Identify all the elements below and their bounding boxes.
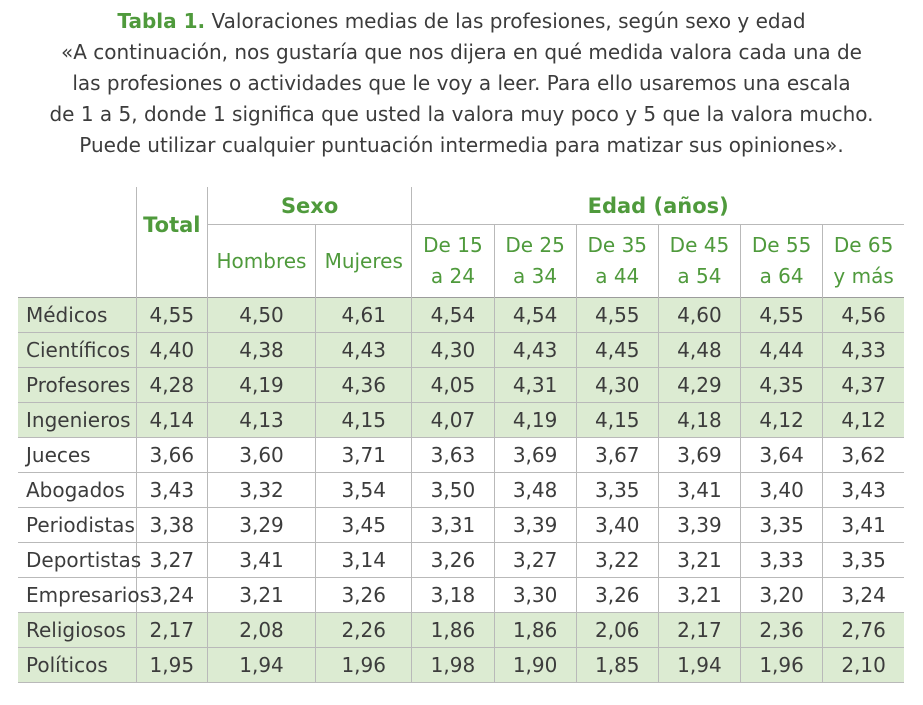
edad-header: Edad (años) bbox=[412, 187, 904, 225]
col-header-age bbox=[412, 225, 494, 298]
table-cell: 3,63 bbox=[412, 438, 494, 473]
table-cell: 2,10 bbox=[823, 648, 904, 683]
table-cell: 3,69 bbox=[658, 438, 740, 473]
table-cell: 4,30 bbox=[576, 368, 658, 403]
table-cell: 4,31 bbox=[494, 368, 576, 403]
caption-line: «A continuación, nos gustaría que nos dijera en qué medida valora cada una de bbox=[61, 40, 862, 64]
col-header-age-line1: De 15 bbox=[423, 233, 483, 257]
table-cell: 3,35 bbox=[823, 543, 904, 578]
row-label: Abogados bbox=[18, 473, 136, 508]
table-cell: 2,17 bbox=[658, 613, 740, 648]
col-header-age bbox=[741, 225, 823, 298]
table-row bbox=[18, 298, 904, 333]
table-cell: 1,98 bbox=[412, 648, 494, 683]
table-cell: 4,35 bbox=[741, 368, 823, 403]
table-cell: 4,36 bbox=[316, 368, 412, 403]
table-cell: 4,50 bbox=[207, 298, 315, 333]
col-header-age-line2: y más bbox=[833, 264, 894, 288]
table-cell: 3,21 bbox=[658, 578, 740, 613]
table-cell: 3,21 bbox=[207, 578, 315, 613]
row-label: Ingenieros bbox=[18, 403, 136, 438]
table-cell: 3,66 bbox=[136, 438, 207, 473]
table-cell: 4,07 bbox=[412, 403, 494, 438]
table-cell: 4,13 bbox=[207, 403, 315, 438]
table-cell: 3,48 bbox=[494, 473, 576, 508]
table-cell: 3,29 bbox=[207, 508, 315, 543]
row-label: Deportistas bbox=[18, 543, 136, 578]
table-row bbox=[18, 403, 904, 438]
table-cell: 3,40 bbox=[576, 508, 658, 543]
table-cell: 1,94 bbox=[207, 648, 315, 683]
table-cell: 4,38 bbox=[207, 333, 315, 368]
table-row bbox=[18, 438, 904, 473]
table-caption bbox=[0, 6, 923, 161]
col-header-age bbox=[823, 225, 904, 298]
table-cell: 2,08 bbox=[207, 613, 315, 648]
row-label: Científicos bbox=[18, 333, 136, 368]
table-cell: 4,19 bbox=[494, 403, 576, 438]
table-cell: 4,43 bbox=[316, 333, 412, 368]
col-header-age-line2: a 64 bbox=[759, 264, 804, 288]
table-cell: 3,27 bbox=[494, 543, 576, 578]
table-cell: 4,56 bbox=[823, 298, 904, 333]
row-label: Periodistas bbox=[18, 508, 136, 543]
table-cell: 4,55 bbox=[136, 298, 207, 333]
table-cell: 4,12 bbox=[823, 403, 904, 438]
table-cell: 3,22 bbox=[576, 543, 658, 578]
corner-cell bbox=[18, 187, 136, 225]
col-header-age bbox=[576, 225, 658, 298]
table-cell: 1,86 bbox=[494, 613, 576, 648]
table-cell: 2,76 bbox=[823, 613, 904, 648]
table-cell: 3,43 bbox=[823, 473, 904, 508]
table-cell: 3,41 bbox=[207, 543, 315, 578]
table-cell: 3,18 bbox=[412, 578, 494, 613]
table-cell: 1,96 bbox=[741, 648, 823, 683]
col-header-mujeres: Mujeres bbox=[316, 225, 412, 298]
table-cell: 4,19 bbox=[207, 368, 315, 403]
table-row bbox=[18, 578, 904, 613]
table-cell: 3,26 bbox=[576, 578, 658, 613]
table-cell: 3,27 bbox=[136, 543, 207, 578]
table-cell: 1,96 bbox=[316, 648, 412, 683]
table-cell: 3,32 bbox=[207, 473, 315, 508]
table-row bbox=[18, 333, 904, 368]
table-cell: 3,41 bbox=[823, 508, 904, 543]
table-cell: 3,24 bbox=[136, 578, 207, 613]
caption-title-line bbox=[0, 6, 923, 37]
table-cell: 3,26 bbox=[316, 578, 412, 613]
table-cell: 3,38 bbox=[136, 508, 207, 543]
col-header-age-line1: De 65 bbox=[833, 233, 894, 257]
table-cell: 1,95 bbox=[136, 648, 207, 683]
corner-cell bbox=[18, 225, 136, 298]
table-cell: 1,86 bbox=[412, 613, 494, 648]
table-cell: 4,55 bbox=[576, 298, 658, 333]
table-cell: 4,40 bbox=[136, 333, 207, 368]
table-cell: 4,05 bbox=[412, 368, 494, 403]
table-body bbox=[18, 298, 904, 683]
table-cell: 4,15 bbox=[316, 403, 412, 438]
table-row bbox=[18, 543, 904, 578]
table-cell: 3,24 bbox=[823, 578, 904, 613]
table-cell: 3,50 bbox=[412, 473, 494, 508]
col-header-age-line1: De 25 bbox=[505, 233, 565, 257]
table-cell: 4,45 bbox=[576, 333, 658, 368]
col-header-age-line2: a 24 bbox=[430, 264, 475, 288]
table-row bbox=[18, 613, 904, 648]
table-cell: 3,33 bbox=[741, 543, 823, 578]
caption-title: Valoraciones medias de las profesiones, según sexo y edad bbox=[211, 9, 806, 33]
table-cell: 3,41 bbox=[658, 473, 740, 508]
table-cell: 3,62 bbox=[823, 438, 904, 473]
col-header-age-line2: a 34 bbox=[513, 264, 558, 288]
row-label: Jueces bbox=[18, 438, 136, 473]
row-label: Religiosos bbox=[18, 613, 136, 648]
caption-line: Puede utilizar cualquier puntuación intermedia para matizar sus opiniones». bbox=[79, 133, 844, 157]
table-cell: 4,14 bbox=[136, 403, 207, 438]
sexo-header: Sexo bbox=[207, 187, 411, 225]
table-cell: 2,36 bbox=[741, 613, 823, 648]
col-header-age-line2: a 54 bbox=[677, 264, 722, 288]
table-cell: 3,64 bbox=[741, 438, 823, 473]
table-row bbox=[18, 368, 904, 403]
table-cell: 1,94 bbox=[658, 648, 740, 683]
table-cell: 4,15 bbox=[576, 403, 658, 438]
table-cell: 3,21 bbox=[658, 543, 740, 578]
table-cell: 3,67 bbox=[576, 438, 658, 473]
table-cell: 4,37 bbox=[823, 368, 904, 403]
table-cell: 3,54 bbox=[316, 473, 412, 508]
table-cell: 3,45 bbox=[316, 508, 412, 543]
table-cell: 3,26 bbox=[412, 543, 494, 578]
table-cell: 4,29 bbox=[658, 368, 740, 403]
table-cell: 3,30 bbox=[494, 578, 576, 613]
table-cell: 3,35 bbox=[576, 473, 658, 508]
col-header-age-line1: De 35 bbox=[587, 233, 648, 257]
col-header-age-line1: De 55 bbox=[751, 233, 812, 257]
table-cell: 3,60 bbox=[207, 438, 315, 473]
row-label: Políticos bbox=[18, 648, 136, 683]
caption-label: Tabla 1. bbox=[117, 9, 206, 33]
row-label: Médicos bbox=[18, 298, 136, 333]
table-cell: 3,43 bbox=[136, 473, 207, 508]
table-cell: 4,55 bbox=[741, 298, 823, 333]
table-cell: 4,43 bbox=[494, 333, 576, 368]
table-cell: 2,06 bbox=[576, 613, 658, 648]
table-cell: 3,20 bbox=[741, 578, 823, 613]
table-cell: 3,31 bbox=[412, 508, 494, 543]
table-cell: 4,30 bbox=[412, 333, 494, 368]
table-cell: 3,35 bbox=[741, 508, 823, 543]
table-row bbox=[18, 473, 904, 508]
table-cell: 3,71 bbox=[316, 438, 412, 473]
table-cell: 2,17 bbox=[136, 613, 207, 648]
table-cell: 4,44 bbox=[741, 333, 823, 368]
table-cell: 4,28 bbox=[136, 368, 207, 403]
col-header-age bbox=[658, 225, 740, 298]
table-row bbox=[18, 648, 904, 683]
table-cell: 4,12 bbox=[741, 403, 823, 438]
caption-line: las profesiones o actividades que le voy a leer. Para ello usaremos una escala bbox=[72, 71, 851, 95]
table-cell: 4,33 bbox=[823, 333, 904, 368]
table-cell: 4,18 bbox=[658, 403, 740, 438]
caption-line: de 1 a 5, donde 1 significa que usted la valora muy poco y 5 que la valora mucho. bbox=[49, 102, 874, 126]
ratings-table bbox=[18, 187, 904, 683]
col-header-age bbox=[494, 225, 576, 298]
table-cell: 1,85 bbox=[576, 648, 658, 683]
table-cell: 2,26 bbox=[316, 613, 412, 648]
table-cell: 1,90 bbox=[494, 648, 576, 683]
table-cell: 3,14 bbox=[316, 543, 412, 578]
total-header: Total bbox=[136, 187, 207, 298]
col-header-age-line2: a 44 bbox=[595, 264, 640, 288]
table-cell: 4,54 bbox=[412, 298, 494, 333]
row-label: Empresarios bbox=[18, 578, 136, 613]
table-cell: 4,61 bbox=[316, 298, 412, 333]
col-header-hombres: Hombres bbox=[207, 225, 315, 298]
col-header-age-line1: De 45 bbox=[669, 233, 730, 257]
table-cell: 4,48 bbox=[658, 333, 740, 368]
row-label: Profesores bbox=[18, 368, 136, 403]
table-cell: 3,69 bbox=[494, 438, 576, 473]
table-cell: 3,39 bbox=[494, 508, 576, 543]
table-cell: 3,40 bbox=[741, 473, 823, 508]
table-cell: 4,60 bbox=[658, 298, 740, 333]
table-cell: 3,39 bbox=[658, 508, 740, 543]
table-cell: 4,54 bbox=[494, 298, 576, 333]
table-row bbox=[18, 508, 904, 543]
